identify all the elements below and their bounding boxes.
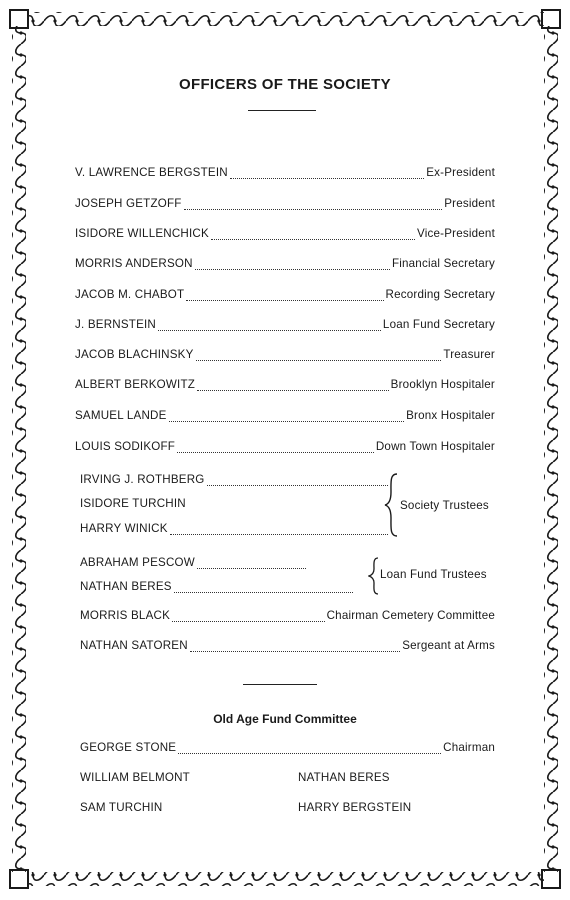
officer-name: MORRIS ANDERSON [75, 257, 193, 270]
committee-chairman-row [80, 741, 495, 759]
loan-fund-trustees-brace [368, 556, 380, 596]
officer-title: Treasurer [443, 348, 495, 361]
officer-row [75, 197, 495, 215]
officer-name: ALBERT BERKOWITZ [75, 378, 196, 391]
officer-name: NATHAN SATOREN [80, 639, 188, 652]
chairman-title: Chairman [443, 741, 495, 754]
leader-dots [169, 421, 405, 422]
leader-dots [230, 178, 424, 179]
officer-name: V. LAWRENCE BERGSTEIN [75, 166, 228, 179]
leader-dots [177, 452, 374, 453]
leader-dots [178, 753, 441, 754]
officer-title: Recording Secretary [385, 288, 495, 301]
officer-row [75, 166, 495, 184]
officer-title: Vice-President [417, 227, 495, 240]
officer-row [75, 378, 495, 396]
officer-title: Brooklyn Hospitaler [390, 378, 495, 391]
society-trustee-row [80, 473, 390, 491]
committee-member: SAM TURCHIN [80, 801, 163, 814]
trustee-name: ISIDORE TURCHIN [80, 497, 186, 510]
committee-member: WILLIAM BELMONT [80, 771, 190, 784]
officer-title: Chairman Cemetery Committee [326, 609, 495, 622]
society-trustee-row [80, 497, 390, 515]
officer-title: Down Town Hospitaler [375, 440, 495, 453]
leader-dots [197, 568, 306, 569]
loan-trustee-row [80, 580, 355, 598]
officer-title: Loan Fund Secretary [382, 318, 495, 331]
leader-dots [174, 592, 353, 593]
officer-title: Sergeant at Arms [402, 639, 495, 652]
officer-row [80, 609, 495, 627]
officer-row [75, 318, 495, 336]
officer-name: JACOB BLACHINSKY [75, 348, 194, 361]
leader-dots [170, 534, 388, 535]
page-title: OFFICERS OF THE SOCIETY [179, 76, 391, 93]
officer-row [75, 348, 495, 366]
title-underline [248, 110, 316, 111]
leader-dots [195, 269, 390, 270]
trustee-name: HARRY WINICK [80, 522, 168, 535]
leader-dots [158, 330, 381, 331]
officer-title: Ex-President [426, 166, 495, 179]
officer-name: MORRIS BLACK [80, 609, 171, 622]
loan-fund-trustees-label: Loan Fund Trustees [380, 568, 487, 581]
leader-dots [207, 485, 389, 486]
officer-name: SAMUEL LANDE [75, 409, 167, 422]
committee-member: NATHAN BERES [298, 771, 390, 784]
officer-name: ISIDORE WILLENCHICK [75, 227, 209, 240]
loan-trustee-row [80, 556, 308, 574]
trustee-name: IRVING J. ROTHBERG [80, 473, 205, 486]
leader-dots [197, 390, 389, 391]
committee-member: HARRY BERGSTEIN [298, 801, 412, 814]
leader-dots [172, 621, 325, 622]
officer-name: J. BERNSTEIN [75, 318, 156, 331]
leader-dots [196, 360, 442, 361]
officer-row [75, 227, 495, 245]
society-trustee-row [80, 522, 390, 540]
trustee-name: NATHAN BERES [80, 580, 172, 593]
trustee-name: ABRAHAM PESCOW [80, 556, 195, 569]
leader-dots [190, 651, 400, 652]
leader-dots [184, 209, 443, 210]
officer-name: JOSEPH GETZOFF [75, 197, 182, 210]
officer-row [75, 288, 495, 306]
society-trustees-brace [384, 472, 400, 538]
officer-row [75, 257, 495, 275]
society-trustees-label: Society Trustees [400, 499, 489, 512]
section-divider [243, 684, 317, 685]
officer-row [80, 639, 495, 657]
chairman-name: GEORGE STONE [80, 741, 177, 754]
officer-row [75, 409, 495, 427]
officer-name: LOUIS SODIKOFF [75, 440, 176, 453]
officer-title: Financial Secretary [391, 257, 495, 270]
officer-title: President [444, 197, 495, 210]
leader-dots [211, 239, 415, 240]
officer-title: Bronx Hospitaler [406, 409, 495, 422]
leader-dots [186, 300, 383, 301]
committee-heading: Old Age Fund Committee [213, 712, 357, 726]
officer-name: JACOB M. CHABOT [75, 288, 185, 301]
officer-row [75, 440, 495, 458]
